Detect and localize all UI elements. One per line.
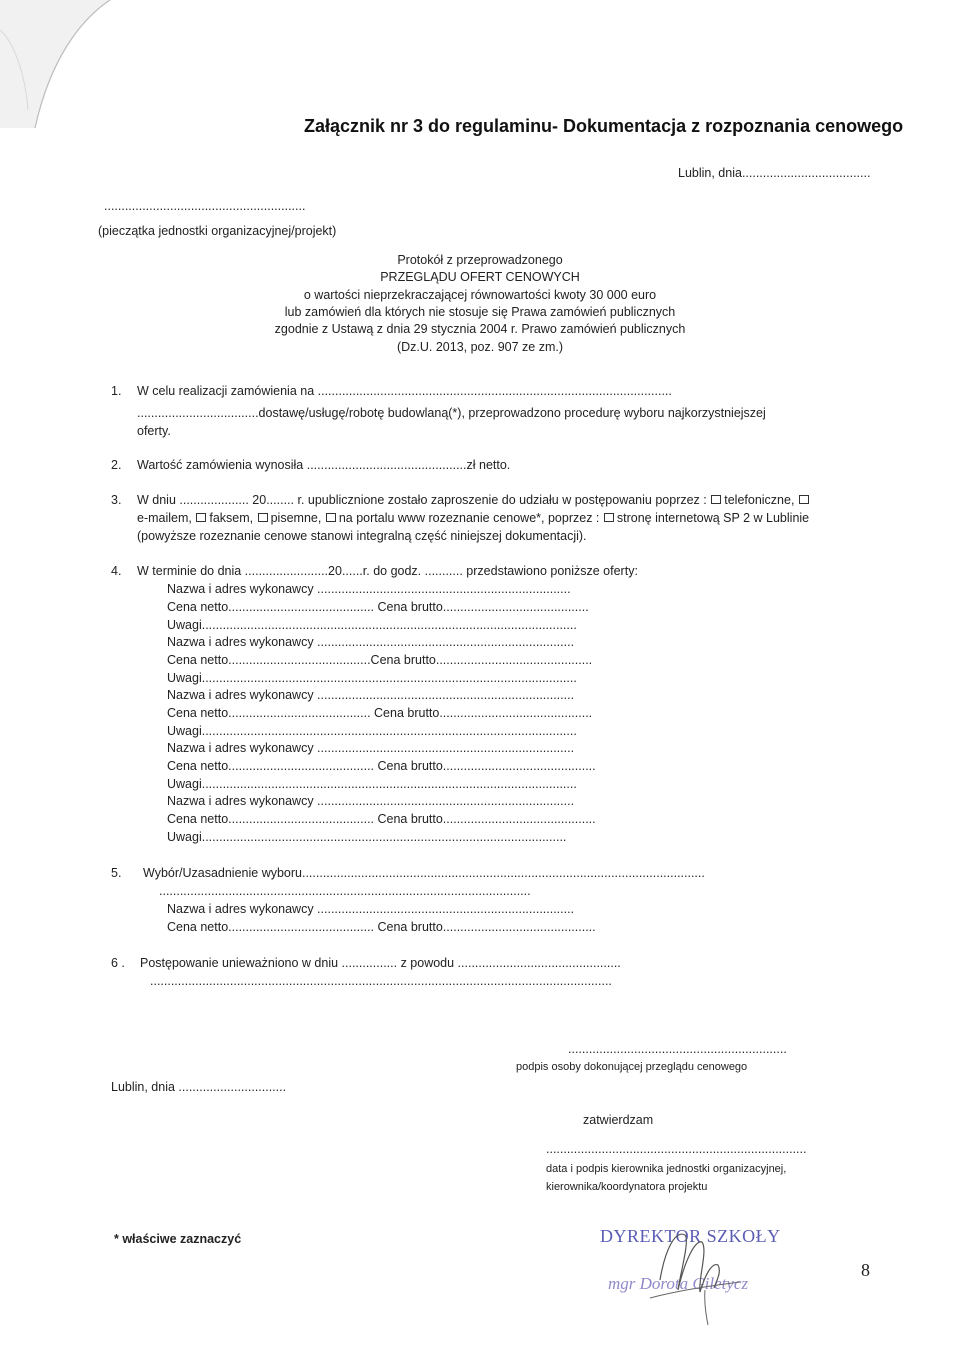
option-portal-label: na portalu www rozeznanie cenowe*, poprzez :	[338, 511, 600, 525]
offer-1-notes: Uwagi............................................................................................................	[167, 618, 577, 632]
section-2-number: 2.	[111, 458, 122, 472]
section-6-number: 6 .	[111, 956, 125, 970]
offer-5-name: Nazwa i adres wykonawcy ..........................................................................	[167, 794, 575, 808]
order-value-line: Wartość zamówienia wynosiła ..............................................zł netto.	[137, 458, 511, 472]
document-title: Załącznik nr 3 do regulaminu- Dokumentacja z rozpoznania cenowego	[304, 116, 904, 136]
selected-offer-price: Cena netto.......................................... Cena brutto............................................	[167, 920, 596, 934]
offer-1-name: Nazwa i adres wykonawcy .........................................................................	[167, 582, 571, 596]
offer-5-notes: Uwagi.........................................................................................................	[167, 830, 567, 844]
stamp-caption: (pieczątka jednostki organizacyjnej/projekt)	[98, 224, 337, 238]
offer-4-name: Nazwa i adres wykonawcy ..........................................................................	[167, 741, 575, 755]
offers-heading: W terminie do dnia ........................20......r. do godz. ........... przedstawiono poniższe oferty:	[137, 564, 638, 578]
protocol-line-3: o wartości nieprzekraczającej równowartości kwoty 30 000 euro	[303, 288, 657, 302]
official-stamp-title: DYREKTOR SZKOŁY	[600, 1226, 781, 1246]
option-telephone-label: telefoniczne,	[724, 493, 795, 507]
protocol-line-6: (Dz.U. 2013, poz. 907 ze zm.)	[396, 340, 564, 354]
option-email-label: e-mailem,	[137, 511, 192, 525]
selection-dots: ...........................................................................................................	[159, 884, 531, 898]
checkbox-portal[interactable]	[326, 513, 336, 522]
director-signature-caption-1: data i podpis kierownika jednostki organizacyjnej,	[546, 1163, 787, 1175]
handwritten-signature	[590, 1220, 790, 1330]
scan-edge-artifact	[0, 0, 200, 130]
section-3-line-3: (powyższe rozeznanie cenowe stanowi integralną część niniejszej dokumentacji).	[137, 529, 587, 543]
option-website-label: stronę internetową SP 2 w Lublinie	[616, 511, 810, 525]
checkbox-written[interactable]	[258, 513, 268, 522]
checkbox-fax[interactable]	[196, 513, 206, 522]
offer-3-price: Cena netto......................................... Cena brutto............................................	[167, 706, 593, 720]
section-5-number: 5.	[111, 866, 122, 880]
cancellation-dots: .....................................................................................................................................	[150, 974, 612, 988]
section-1-line-3: oferty.	[137, 424, 171, 438]
director-signature-dots: ...........................................................................	[546, 1142, 807, 1156]
approve-label: zatwierdzam	[583, 1113, 654, 1127]
offer-2-price: Cena netto.........................................Cena brutto.............................................	[167, 653, 593, 667]
offer-3-notes: Uwagi............................................................................................................	[167, 724, 577, 738]
section-3-line-1	[137, 493, 812, 507]
page-number: 8	[861, 1260, 870, 1280]
section-1-line-2: ...................................dostawę/usługę/robotę budowlaną(*), przeprowadzono procedurę wyboru najkorzystniejszej	[137, 406, 766, 420]
lublin-date: Lublin, dnia ...............................	[111, 1080, 287, 1094]
stamp-dots: ..........................................................	[104, 199, 306, 213]
option-fax-label: faksem,	[209, 511, 254, 525]
protocol-line-5: zgodnie z Ustawą z dnia 29 stycznia 2004 r. Prawo zamówień publicznych	[274, 322, 686, 336]
offer-2-notes: Uwagi............................................................................................................	[167, 671, 577, 685]
offer-3-name: Nazwa i adres wykonawcy ..........................................................................	[167, 688, 575, 702]
cancellation-line: Postępowanie unieważniono w dniu ................ z powodu ...............................................	[140, 956, 621, 970]
checkbox-website[interactable]	[604, 513, 614, 522]
announcement-date-text: W dniu .................... 20........ r. upublicznione zostało zaproszenie do udziału w postępowaniu poprzez :	[137, 493, 707, 507]
offer-5-price: Cena netto.......................................... Cena brutto............................................	[167, 812, 596, 826]
offer-4-notes: Uwagi............................................................................................................	[167, 777, 577, 791]
section-1-line-1: W celu realizacji zamówienia na ......................................................................................................	[137, 384, 672, 398]
section-4-number: 4.	[111, 564, 122, 578]
option-written-label: pisemne,	[270, 511, 322, 525]
reviewer-signature-dots: ...............................................................	[568, 1042, 787, 1056]
offer-2-name: Nazwa i adres wykonawcy ..........................................................................	[167, 635, 575, 649]
protocol-line-2: PRZEGLĄDU OFERT CENOWYCH	[380, 270, 580, 284]
section-3-number: 3.	[111, 493, 122, 507]
checkbox-email[interactable]	[799, 495, 809, 504]
footnote: * właściwe zaznaczyć	[114, 1232, 242, 1246]
reviewer-signature-caption: podpis osoby dokonującej przeglądu cenowego	[516, 1061, 748, 1073]
place-date: Lublin, dnia.....................................	[678, 166, 871, 180]
section-1-number: 1.	[111, 384, 122, 398]
offer-1-price: Cena netto.......................................... Cena brutto..........................................	[167, 600, 589, 614]
official-stamp-name: mgr Dorota Giletycz	[608, 1274, 749, 1293]
selection-justification: Wybór/Uzasadnienie wyboru....................................................................................................................	[143, 866, 705, 880]
selected-offer-name: Nazwa i adres wykonawcy ..........................................................................	[167, 902, 575, 916]
protocol-line-4: lub zamówień dla których nie stosuje się Prawa zamówień publicznych	[284, 305, 676, 319]
offer-4-price: Cena netto.......................................... Cena brutto............................................	[167, 759, 596, 773]
checkbox-telephone[interactable]	[711, 495, 721, 504]
section-3-line-2	[137, 511, 809, 525]
director-signature-caption-2: kierownika/koordynatora projektu	[546, 1181, 708, 1193]
protocol-line-1: Protokół z przeprowadzonego	[397, 253, 563, 267]
